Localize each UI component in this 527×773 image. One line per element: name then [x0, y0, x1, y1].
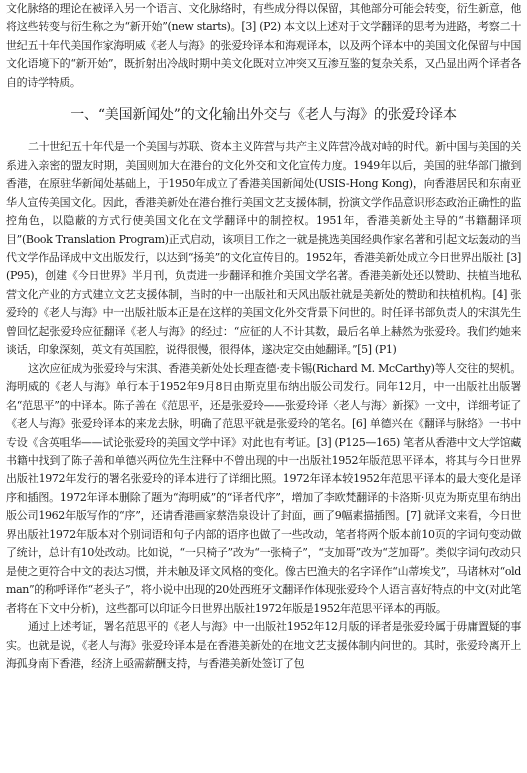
body-paragraph: 这次应征成为张爱玲与宋淇、香港美新处处长理查德·麦卡锡(Richard M. McCarthy)等人交往的契机。海明威的《老人与海》单行本于1952年9月8日由斯克里布纳出版公司发行。同年12月，中一出版社出版署名“范思平”的中译本。陈子善在《范思平，还是张爱玲——张爱玲译〈老人与海〉新探》一文中，详细考证了《老人与海》张爱玲译本的来龙去脉，明确了范思平就是张爱玲的笔名。[6] 单德兴在《翻译与脉络》一书中专设《含英咀华——试论张爱玲的美国文学中译》对此也有考证。[3] (P125—165) 笔者从香港中文大学馆藏书籍中找到了陈子善和单德兴两位先生注释中不曾出现的中一出版社1952年版范思平译本，将其与今日世界出版社1972年发行的署名张爱玲的译本进行了详细比照。1972年译本较1952年范思平译本的最大变化是译序和插图。1972年译本删除了题为“海明威”的“译者代序”，增加了李欧梵翻译的卡洛斯·贝克为斯克里布纳出版公司1962年版写作的“序”，还请香港画家蔡浩泉设计了封面，画了9幅素描插图。[7] 就译文来看，今日世界出版社1972年版本对个别词语和句子内部的语序也做了一些改动，笔者将两个版本前10页的字词句变动做了统计，总计有10处改动。比如说，“一只椅子”改为“一张椅子”，“支加哥”改为“芝加哥”。类似字词句改动只是使之更符合中文的表达习惯，并未触及译文风格的变化。像古巴渔夫的名字译作“山蒂埃戈”，马诸林对“old man”的称呼译作“老头子”，将小说中出现的20处西班牙文翻译作体现张爱玲个人语言喜好特点的中文(对此笔者将在下文中分析)，这些都可以印证今日世界出版社1972年版是1952年范思平译本的再版。 [6, 361, 521, 615]
intro-paragraph: 文化脉络的理论在被译入另一个语言、文化脉络时，有些成分得以保留，其他部分可能会转变，衍生新意，他将这些转变与衍生称之为“新开始”(new starts)。[3] (P2) 本文以上述对于文学翻译的思考为进路，考察二十世纪五十年代美国作家海明威《老人与海》的张爱玲译本和海观译本，以及两个译本中的美国文化保留与中国文化语境下的“新开始”，既折射出冷战时期中美文化既对立冲突又互渗互鉴的复杂关系，又凸显出两个译者各自的诗学特质。 [6, 2, 521, 89]
section-heading: 一、“美国新闻处”的文化输出外交与《老人与海》的张爱玲译本 [70, 107, 457, 124]
body-paragraph: 二十世纪五十年代是一个美国与苏联、资本主义阵营与共产主义阵营冷战对峙的时代。新中国与美国的关系进入亲密的盟友时期，美国则加大在港台的文化外交和文化宣传力度。1949年以后，美国的驻华部门撤到香港，在原驻华新闻处基础上，于1950年成立了香港美国新闻处(USIS-Hong Kong)，向香港居民和东南亚华人宣传美国文化。因此，香港美新处在港台推行美国文艺支援体制，扮演文学作品意识形态政治正确性的监控角色，以隐蔽的方式行使美国文化在文学翻译中的制控权。1951年，香港美新处主导的“书籍翻译项目”(Book Translation Program)正式启动，该项目工作之一就是挑选美国经典作家名著和引起文坛轰动的当代文学作品译成中文出版发行，以达到“扬美”的文化宣传目的。1952年，香港美新处成立今日世界出版社 [3] (P95)，创建《今日世界》半月刊，负责进一步翻译和推介美国文学名著。香港美新处还以赞助、扶植当地私营文化产业的方式建立文艺支援体制，当时的中一出版社和天风出版社就是美新处的赞助和扶植机构。[4] 张爱玲的《老人与海》中一出版社版本正是在这样的美国文化外交背景下问世的。时任译书部负责人的宋淇先生曾回忆起张爱玲应征翻译《老人与海》的经过：“应征的人不计其数，最后名单上赫然为张爱玲。我们约她来谈话，印象深刻，英文有英国腔，说得很慢，很得体，遂决定交由她翻译。”[5] (P1) [6, 140, 521, 357]
body-paragraph: 通过上述考证，署名范思平的《老人与海》中一出版社1952年12月版的译者是张爱玲属于毋庸置疑的事实。也就是说，《老人与海》张爱玲译本是在香港美新处的在地文艺支援体制内问世的。其时，张爱玲离开上海孤身南下香港，经济上亟需薪酬支持，与香港美新处签订了包 [6, 620, 521, 670]
